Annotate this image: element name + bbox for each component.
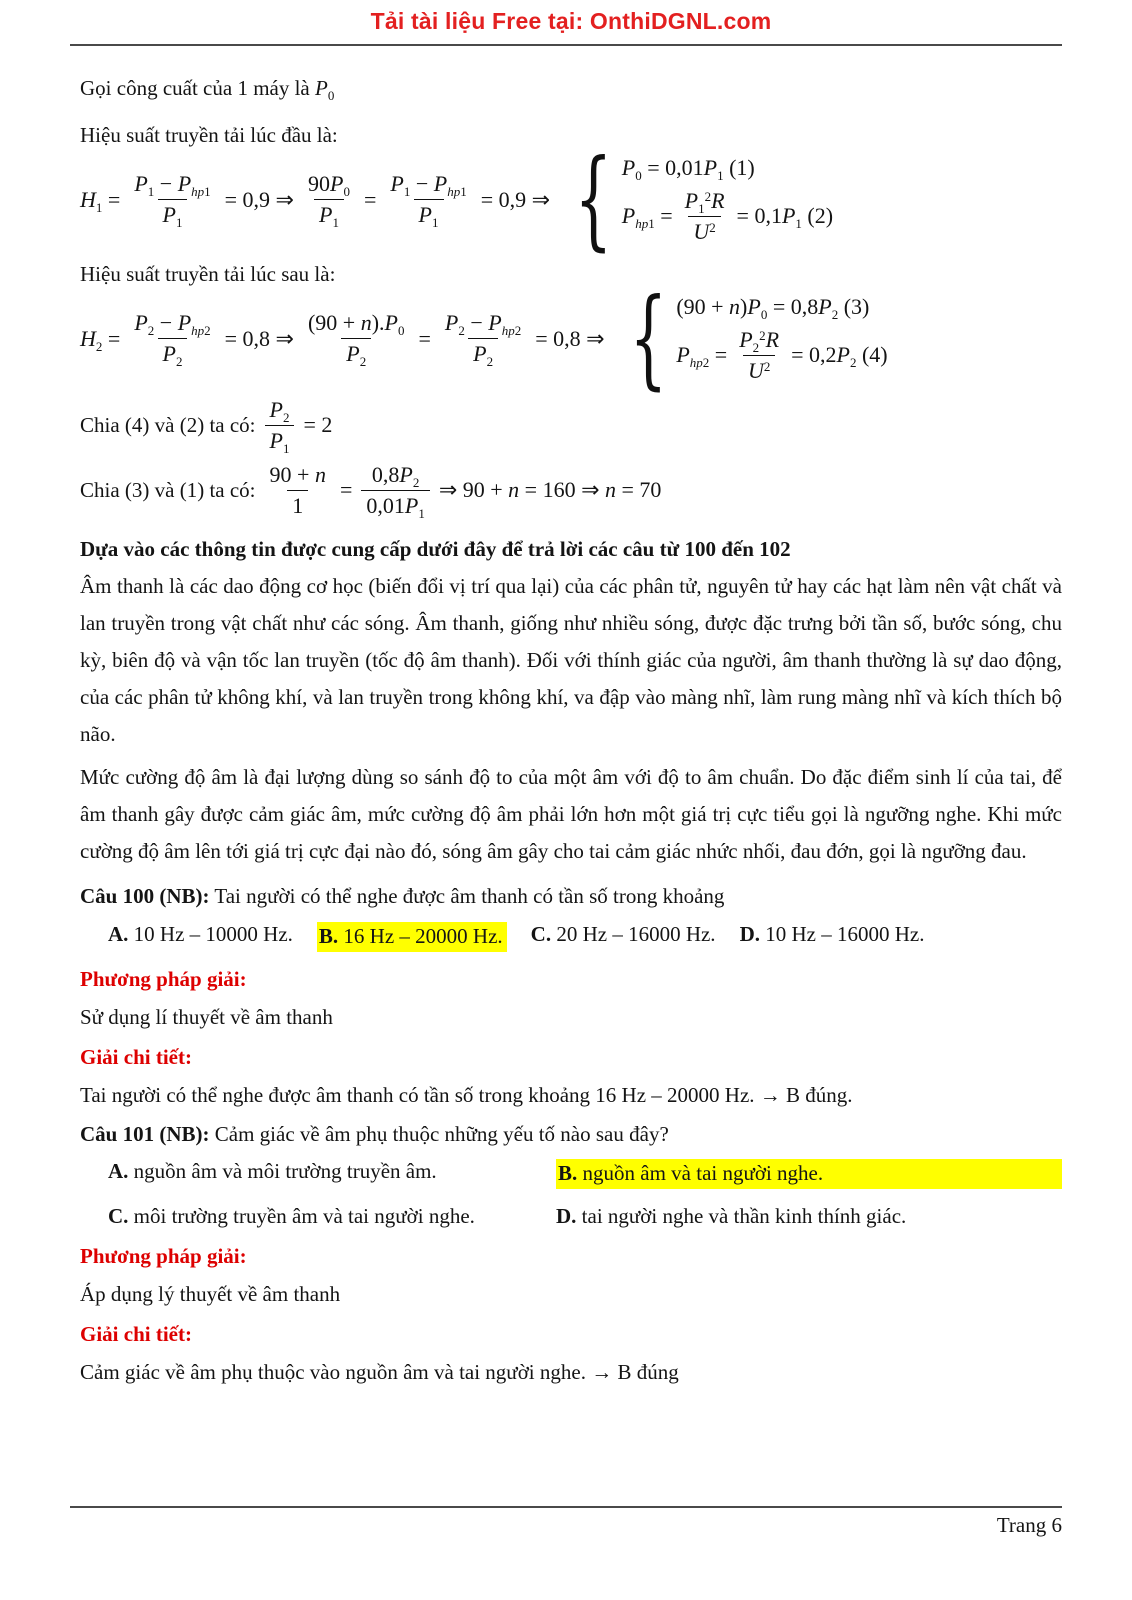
option-101-d: D. tai người nghe và thần kinh thính giác. (556, 1203, 907, 1228)
option-100-c: C. 20 Hz – 16000 Hz. (530, 921, 716, 946)
solution-heading-101: Giải chi tiết: (80, 1321, 192, 1346)
question-101 (80, 1122, 1062, 1147)
method-heading-100: Phương pháp giải: (80, 966, 247, 991)
h2-label: Hiệu suất truyền tải lúc sau là: (80, 261, 336, 286)
page-number: Trang 6 (996, 1513, 1062, 1537)
question-101-label: Câu 101 (NB): (80, 1121, 210, 1146)
section-heading: Dựa vào các thông tin được cung cấp dưới đây để trả lời các câu từ 100 đến 102 (80, 536, 791, 561)
formula-h1: $H_1$ = $\frac{P_1 - P_{hp1}}{P_1}$ = 0,9 ⇒ $\frac{90P_0}{P_1}$ = $\frac{P_1 - P_{hp1}}{P_1}$ = 0,9 ⇒ { $P_0 = 0,01P_1$ (1) $P_{hp1}$ = $\frac{P_1^2R}{U^2}$ = $0,1P_1$ (2) (80, 137, 834, 262)
page-header (80, 8, 1062, 46)
option-101-c: C. môi trường truyền âm và tai người nghe. (108, 1203, 475, 1228)
method-text-100: Sử dụng lí thuyết về âm thanh (80, 1004, 333, 1029)
question-100-options (108, 922, 1062, 952)
question-101-text: Cảm giác về âm phụ thuộc những yếu tố nào sau đây? (214, 1121, 669, 1146)
chia31-label: Chia (3) và (1) ta có: (80, 477, 256, 502)
option-100-b: B. 16 Hz – 20000 Hz. (317, 922, 507, 952)
h1-label: Hiệu suất truyền tải lúc đầu là: (80, 123, 338, 147)
method-text-101: Áp dụng lý thuyết về âm thanh (80, 1281, 341, 1306)
chia42-formula: $\frac{P_2}{P_1}$ = 2 (265, 397, 333, 454)
chia31-row (80, 462, 1062, 519)
footer-divider (70, 1506, 1062, 1508)
option-100-d: D. 10 Hz – 16000 Hz. (739, 921, 925, 946)
question-100-text: Tai người có thể nghe được âm thanh có tần số trong khoảng (214, 883, 725, 908)
question-101-options (108, 1159, 1062, 1229)
chia42-label: Chia (4) và (2) ta có: (80, 412, 256, 437)
question-100 (80, 884, 1062, 909)
question-100-label: Câu 100 (NB): (80, 883, 210, 908)
intro-line: Gọi công cuất của 1 máy là $P_0$ (80, 76, 335, 103)
page-footer (70, 1506, 1062, 1538)
method-heading-101: Phương pháp giải: (80, 1243, 247, 1268)
option-101-b: B. nguồn âm và tai người nghe. (556, 1159, 1062, 1189)
option-100-a: A. 10 Hz – 10000 Hz. (108, 921, 293, 946)
solution-text-100: Tai người có thể nghe được âm thanh có tần số trong khoảng 16 Hz – 20000 Hz. → B đúng. (80, 1082, 853, 1107)
paragraph-sound-level: Mức cường độ âm là đại lượng dùng so sánh độ to của một âm với độ to âm chuẩn. Do đặc điểm sinh lí của tai, để âm thanh gây được cảm giác âm, mức cường độ âm phải lớn hơn một giá trị cực tiểu gọi là ngưỡng nghe. Khi mức cường độ âm lên tới giá trị cực đại nào đó, sóng âm gây cho tai cảm giác nhức nhối, đau đớn, gọi là ngưỡng đau. (80, 764, 1062, 863)
p0-symbol: $P_0$ (315, 76, 335, 103)
chia31-formula: $\frac{90 + n}{1}$ = $\frac{0,8P_2}{0,01P_1}$ ⇒ 90 + n = 160 ⇒ n = 70 (269, 461, 662, 521)
solution-text-101: Cảm giác về âm phụ thuộc vào nguồn âm và tai người nghe. → B đúng (80, 1359, 679, 1384)
chia42-row (80, 397, 1062, 454)
header-divider (70, 44, 1062, 46)
solution-heading-100: Giải chi tiết: (80, 1044, 192, 1069)
paragraph-sound-intro: Âm thanh là các dao động cơ học (biến đổi vị trí qua lại) của các phân tử, nguyên tử hay các hạt làm nên vật chất và lan truyền trong vật chất như các sóng. Âm thanh, giống như nhiều sóng, được đặc trưng bởi tần số, bước sóng, chu kỳ, biên độ và vận tốc lan truyền (tốc độ âm thanh). Đối với thính giác của người, âm thanh thường là sự dao động, của các phân tử không khí, và lan truyền trong không khí, va đập vào màng nhĩ, làm rung màng nhĩ và kích thích bộ não. (80, 573, 1062, 746)
header-title: Tải tài liệu Free tại: OnthiDGNL.com (370, 8, 772, 34)
formula-h2: $H_2$ = $\frac{P_2 - P_{hp2}}{P_2}$ = 0,8 ⇒ $\frac{(90 + n).P_0}{P_2}$ = $\frac{P_2 - P_{hp2}}{P_2}$ = 0,8 ⇒ { $(90 + n)P_0 = 0,8P_2$ (3) $P_{hp2}$ = $\frac{P_2^2R}{U^2}$ = $0,2P_2$ (4) (80, 275, 888, 401)
option-101-a: A. nguồn âm và môi trường truyền âm. (108, 1158, 437, 1183)
